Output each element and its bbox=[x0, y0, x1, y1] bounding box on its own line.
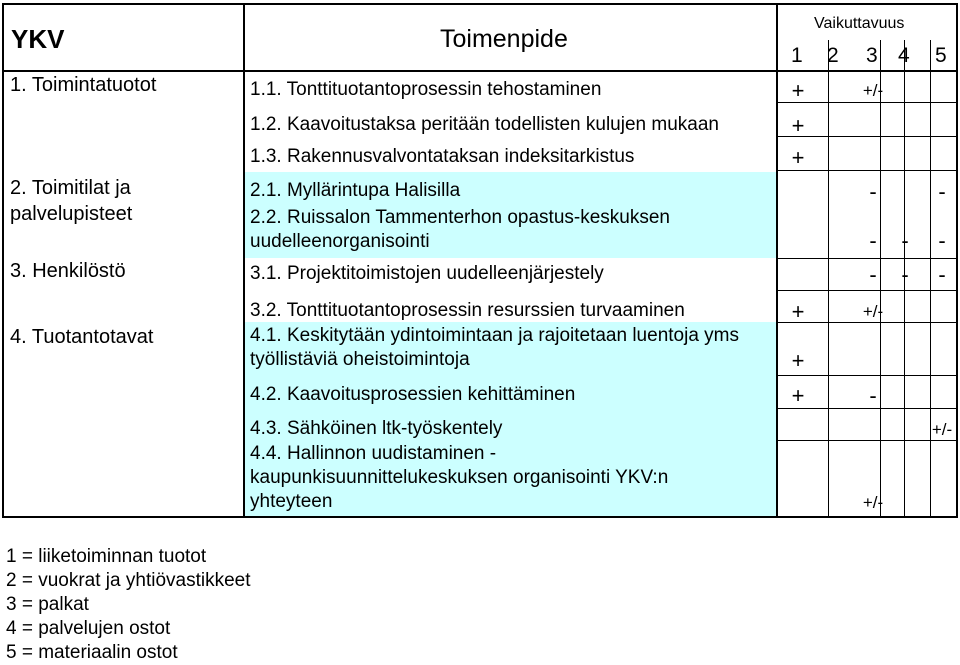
action-1-2: 1.2. Kaavoitustaksa peritään todellisten kulujen mukaan bbox=[250, 114, 719, 135]
impact-mark: + bbox=[791, 348, 805, 373]
action-4-2: 4.2. Kaavoitusprosessien kehittäminen bbox=[250, 384, 576, 405]
impact-mark: - bbox=[869, 383, 877, 408]
impact-mark: +/- bbox=[862, 302, 884, 321]
action-4-4: 4.4. Hallinnon uudistaminen - kaupunkisuunnittelukeskuksen organisointi YKV:n yhteyteen bbox=[250, 443, 669, 512]
action-2-1: 2.1. Myllärintupa Halisilla bbox=[250, 180, 461, 201]
impact-mark: +/- bbox=[931, 420, 953, 439]
impact-row-line-4 bbox=[778, 258, 958, 259]
legend-item-1: 1 = liiketoiminnan tuotot bbox=[6, 546, 207, 567]
category-3: 3. Henkilöstö bbox=[10, 260, 126, 282]
category-2: 2. Toimitilat ja palvelupisteet bbox=[10, 177, 133, 225]
impact-column-5: 5 bbox=[935, 44, 947, 67]
impact-mark: + bbox=[791, 299, 805, 324]
category-4: 4. Tuotantotavat bbox=[10, 326, 154, 348]
impact-mark: +/- bbox=[862, 493, 884, 512]
action-1-3: 1.3. Rakennusvalvontataksan indeksitarkistus bbox=[250, 146, 635, 167]
impact-mark: - bbox=[938, 228, 946, 253]
impact-mark: - bbox=[869, 179, 877, 204]
table-left-border bbox=[2, 3, 4, 518]
legend-item-5: 5 = materiaalin ostot bbox=[6, 642, 178, 663]
impact-mark: - bbox=[901, 262, 909, 287]
impact-mark: - bbox=[869, 228, 877, 253]
legend-item-4: 4 = palvelujen ostot bbox=[6, 618, 171, 639]
impact-column-4: 4 bbox=[898, 44, 910, 67]
table-top-border bbox=[2, 3, 958, 5]
legend-item-2: 2 = vuokrat ja yhtiövastikkeet bbox=[6, 570, 251, 591]
impact-mark: - bbox=[938, 179, 946, 204]
action-2-2: 2.2. Ruissalon Tammenterhon opastus-keskuksen uudelleenorganisointi bbox=[250, 207, 670, 252]
action-3-2: 3.2. Tonttituotantoprosessin resurssien turvaaminen bbox=[250, 300, 685, 321]
impact-mark: - bbox=[938, 262, 946, 287]
impact-column-1: 1 bbox=[791, 44, 803, 67]
category-divider bbox=[243, 3, 245, 518]
impact-mark: + bbox=[791, 383, 805, 408]
action-4-3: 4.3. Sähköinen ltk-työskentely bbox=[250, 418, 503, 439]
impact-row-line-9 bbox=[778, 440, 958, 441]
legend bbox=[6, 545, 251, 665]
impact-mark: + bbox=[791, 113, 805, 138]
impact-column-3: 3 bbox=[866, 44, 878, 67]
action-3-1: 3.1. Projektitoimistojen uudelleenjärjestely bbox=[250, 263, 604, 284]
corner-title: YKV bbox=[11, 24, 65, 54]
impact-mark: + bbox=[791, 78, 805, 103]
impact-mark: + bbox=[791, 145, 805, 170]
action-1-1: 1.1. Tonttituotantoprosessin tehostaminen bbox=[250, 79, 602, 100]
action-header: Toimenpide bbox=[440, 25, 568, 53]
impact-header: Vaikuttavuus bbox=[814, 15, 905, 32]
impact-mark: +/- bbox=[862, 81, 884, 100]
table-bottom-border bbox=[2, 516, 958, 518]
impact-mark: - bbox=[901, 228, 909, 253]
impact-column-line-1 bbox=[828, 40, 829, 518]
category-1: 1. Toimintatuotot bbox=[10, 74, 157, 96]
impact-mark: - bbox=[869, 262, 877, 287]
impact-row-line-7 bbox=[778, 375, 958, 376]
impact-row-line-5 bbox=[778, 290, 958, 291]
impact-column-2: 2 bbox=[827, 44, 839, 67]
legend-item-3: 3 = palkat bbox=[6, 594, 89, 615]
action-4-1: 4.1. Keskitytään ydintoimintaan ja rajoitetaan luentoja yms työllistäviä oheistoimintoja bbox=[250, 325, 739, 370]
